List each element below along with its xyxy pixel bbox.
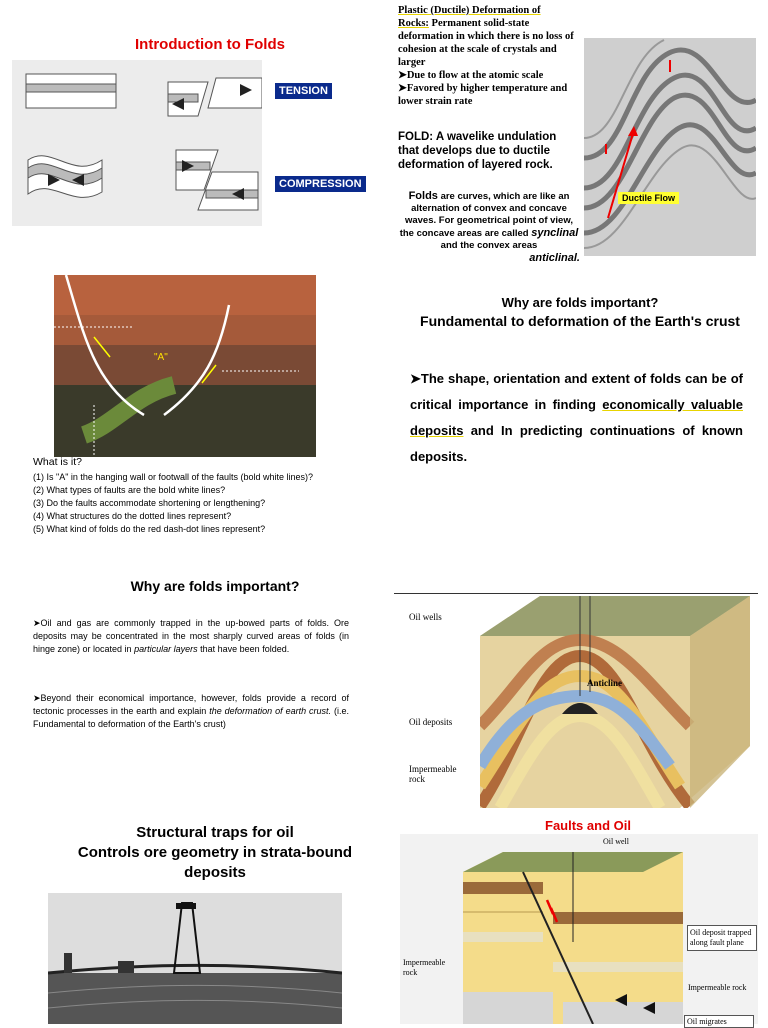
- oil-derrick-photo: [48, 893, 342, 1024]
- economic-paragraph: ➤The shape, orientation and extent of folds can be of critical importance in finding economically valuable deposits and In predicting continuations of known deposits.: [410, 371, 743, 464]
- oil-well-label: Oil well: [603, 837, 629, 846]
- slide8-title: Faults and Oil: [545, 818, 631, 833]
- plastic-deformation-text: [398, 4, 574, 108]
- p2-b: (i.e. Fundamental to deformation of the Earth's crust): [33, 706, 349, 729]
- slide7-title-line2: Controls ore geometry in strata-bound: [77, 844, 353, 861]
- bullet2-text: Favored by higher temperature and lower strain rate: [398, 83, 568, 107]
- question-1: (1) Is "A" in the hanging wall or footwall of the faults (bold white lines)?: [33, 472, 314, 482]
- oil-deposit-trapped-label: Oil deposit trapped along fault plane: [687, 925, 757, 951]
- economic-underlined: economically valuable deposits: [410, 397, 743, 438]
- p2-a: Beyond their economical importance, however, folds provide a record of tectonic processes in the earth and explain: [33, 693, 349, 716]
- bullet1-text: Due to flow at the atomic scale: [406, 70, 544, 81]
- compression-label: COMPRESSION: [275, 176, 366, 192]
- anticline-label: Anticline: [587, 678, 622, 688]
- economic-pre: The shape, orientation and extent of folds can be of critical importance in finding: [410, 371, 743, 412]
- slide5-title: Why are folds important?: [130, 578, 300, 594]
- slide5-paragraph2: ➤Beyond their economical importance, however, folds provide a record of tectonic processes in the earth and explain the deformation of earth crust. (i.e. Fundamental to deformation of the Earth's crust): [33, 693, 349, 729]
- oil-migrates-label: Oil migrates: [684, 1015, 754, 1028]
- fold-definition: FOLD: A wavelike undulation that develops due to ductile deformation of layered rock.: [398, 131, 557, 171]
- oil-wells-label: Oil wells: [409, 612, 442, 622]
- p1-b: that have been folded.: [200, 644, 290, 654]
- folds-lead: Folds: [408, 190, 438, 202]
- label-a: "A": [154, 352, 168, 363]
- p1-italic: particular layers: [134, 644, 198, 654]
- and-convex-text: and the convex areas: [440, 240, 538, 251]
- slide7-title-line3: deposits: [184, 864, 246, 881]
- impermeable-rock-label-2: Impermeable rock: [688, 983, 747, 992]
- ductile-fold-photo: [584, 38, 756, 256]
- ductile-flow-label: Ductile Flow: [618, 192, 679, 204]
- synclinal-word: synclinal: [531, 227, 579, 239]
- impermeable-rock-label: Impermeable rock: [403, 958, 446, 977]
- oil-deposits-label: Oil deposits: [409, 717, 453, 727]
- folds-text: are curves, which are like an alternation of convex and concave waves. For geometrical point of view, the concave areas are called: [399, 191, 574, 239]
- tension-label: TENSION: [275, 83, 332, 99]
- anticline-oil-diagram: [480, 596, 750, 808]
- slide1-title: Introduction to Folds: [135, 36, 285, 53]
- why-important-answer: Fundamental to deformation of the Earth's crust: [420, 313, 740, 329]
- anticlinal-word: anticlinal.: [529, 252, 580, 264]
- bullet-flow: ➤Due to flow at the atomic scale: [398, 70, 544, 81]
- slide7-title: [20, 823, 410, 883]
- question-4: (4) What structures do the dotted lines represent?: [33, 511, 232, 521]
- p1-a: Oil and gas are commonly trapped in the up-bowed parts of folds. Ore deposits may be concentrated in the most sharply curved areas of folds (in hinge zone) or located in: [33, 618, 349, 654]
- question-2: (2) What types of faults are the bold white lines?: [33, 485, 226, 495]
- fold-tension-compression-diagram: [12, 60, 262, 226]
- slide-divider: [394, 593, 758, 594]
- impermeable-label: Impermeable rock: [409, 764, 457, 784]
- bullet-temperature: ➤Favored by higher temperature and lower strain rate: [398, 83, 568, 107]
- slide7-title-line1: Structural traps for oil: [136, 824, 294, 841]
- questions-list: [33, 471, 373, 536]
- folds-explanation: [398, 190, 580, 265]
- p2-italic: the deformation of earth crust.: [209, 706, 332, 716]
- plastic-heading-rest: Permanent solid-state deformation in which there is no loss of cohesion at the scale of crystals and larger: [398, 18, 574, 68]
- plastic-heading: Plastic (Ductile) Deformation of Rocks:: [398, 5, 541, 29]
- slide5-paragraph1: ➤Oil and gas are commonly trapped in the up-bowed parts of folds. Ore deposits may be concentrated in the most sharply curved areas of folds (in hinge zone) or located in particular layers that have been folded.: [33, 618, 349, 654]
- why-important-question: Why are folds important?: [501, 295, 659, 310]
- economic-post: and In predicting continuations of known deposits.: [410, 423, 743, 464]
- fault-oil-diagram: [463, 852, 683, 1024]
- question-3: (3) Do the faults accommodate shortening or lengthening?: [33, 498, 266, 508]
- question-5: (5) What kind of folds do the red dash-dot lines represent?: [33, 524, 266, 534]
- faults-outcrop-photo: [54, 275, 316, 457]
- what-is-it: What is it?: [33, 456, 83, 468]
